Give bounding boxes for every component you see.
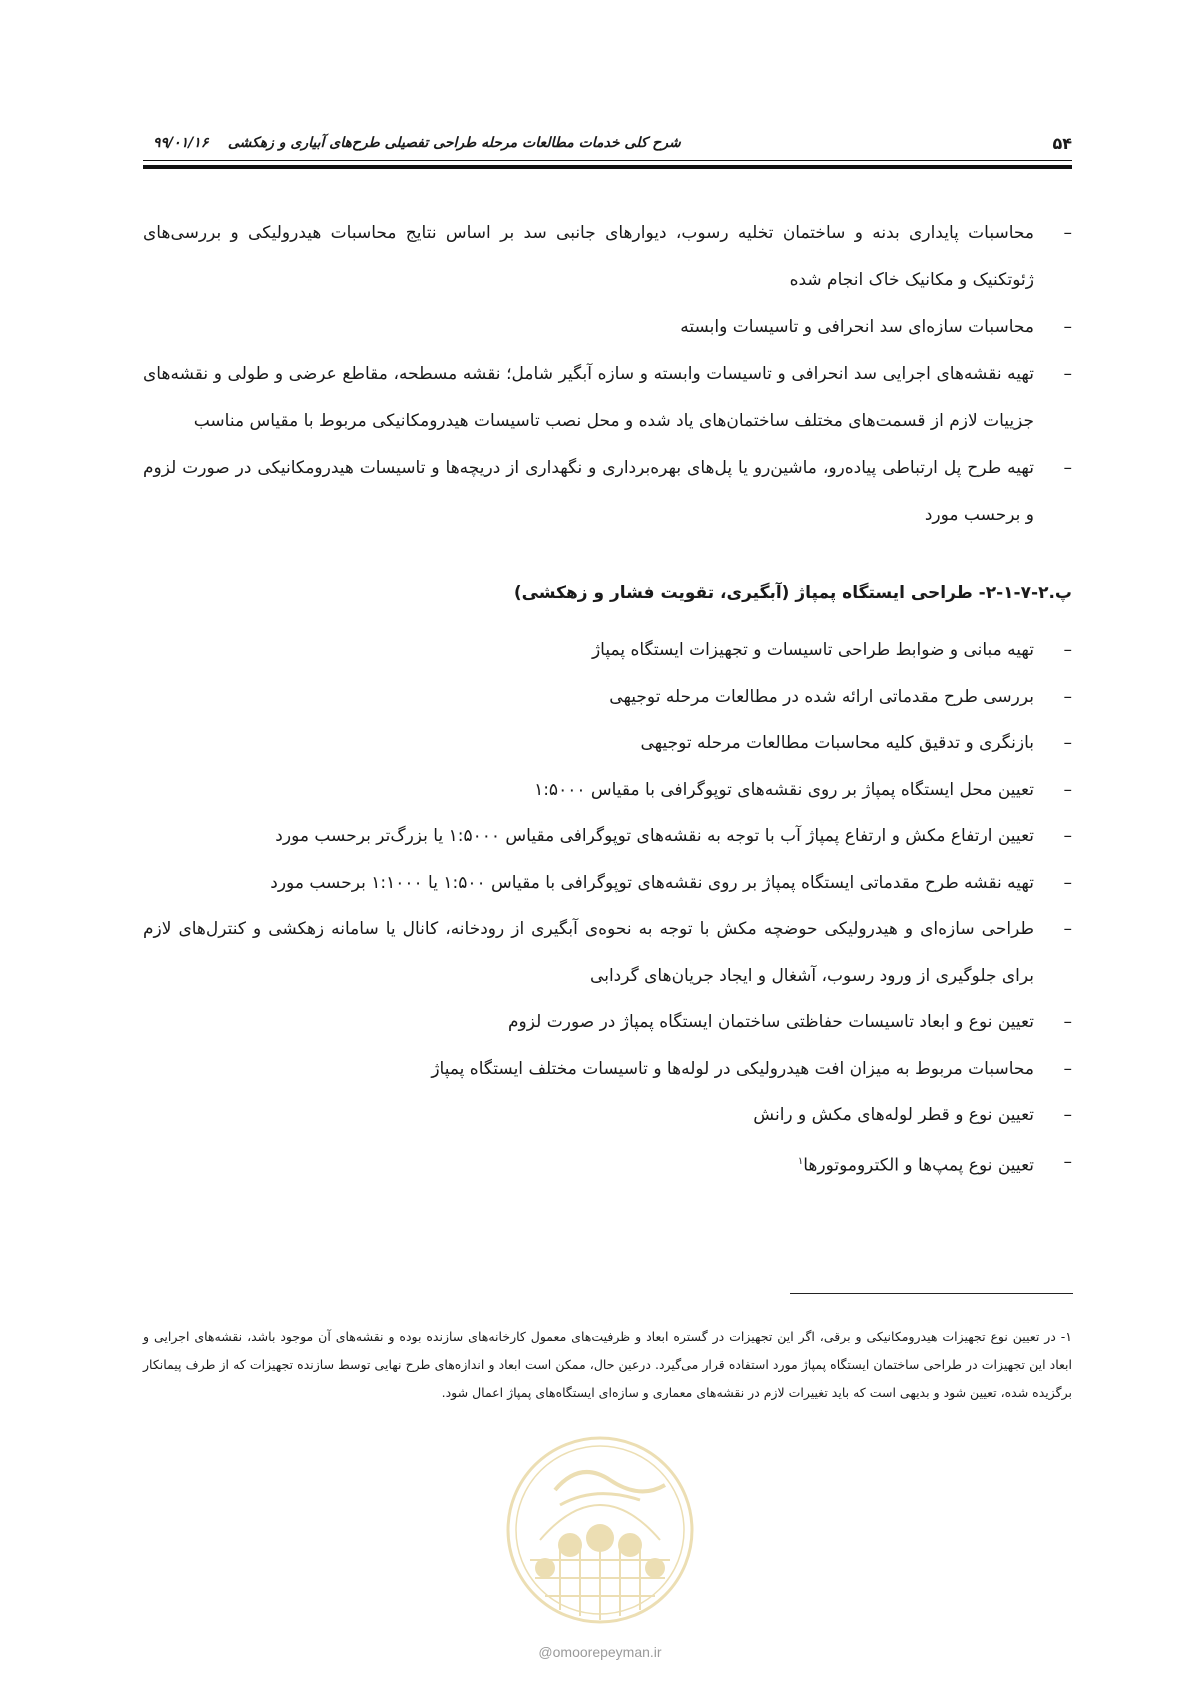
dash-bullet: – [1063,1012,1072,1032]
list-item-text: تعیین محل ایستگاه پمپاژ بر روی نقشه‌های توپوگرافی با مقیاس ۱:۵۰۰۰ [534,779,1034,800]
list-item [143,999,1072,1046]
footnote-marker[interactable]: ۱ [797,1155,804,1167]
list-item [143,906,1072,999]
header-date: ۹۹/۰۱/۱۶ [153,135,209,151]
list-item [143,627,1072,674]
section-heading: پ.۲-۷-۱-۲- طراحی ایستگاه پمپاژ (آبگیری، تقویت فشار و زهکشی) [513,583,1072,603]
list-item-text: تهیه نقشه طرح مقدماتی ایستگاه پمپاژ بر روی نقشه‌های توپوگرافی با مقیاس ۱:۵۰۰ یا ۱:۱۰۰۰ برحسب مورد [270,872,1034,893]
list-item [143,860,1072,907]
list-item [143,1046,1072,1093]
list-item [143,674,1072,721]
list-item-text: محاسبات سازه‌ای سد انحرافی و تاسیسات وابسته [680,317,1034,337]
list-dam-calculations [143,210,1072,539]
dash-bullet: – [1063,919,1072,939]
dash-bullet: – [1063,223,1072,243]
running-title [143,135,681,151]
dash-bullet: – [1063,872,1072,893]
dash-bullet: – [1063,733,1072,753]
footnote-rule [790,1293,1073,1294]
list-item-text: تعیین ارتفاع مکش و ارتفاع پمپاژ آب با توجه به نقشه‌های توپوگرافی مقیاس ۱:۵۰۰۰ یا بزرگ‌تر برحسب مورد [275,826,1034,846]
dash-bullet: – [1063,1105,1072,1125]
page-content [143,210,1072,1189]
dash-bullet: – [1063,686,1072,707]
list-item-text: تعیین نوع و قطر لوله‌های مکش و رانش [753,1105,1034,1125]
header-rule-thin [143,160,1072,161]
dash-bullet: – [1063,1151,1072,1172]
footnote-text: ۱- در تعیین نوع تجهیزات هیدرومکانیکی و برقی، اگر این تجهیزات در گستره ابعاد و ظرفیت‌های معمول کارخانه‌های سازنده بوده و نقشه‌های آن موجود باشد، نقشه‌های اجرایی و ابعاد این تجهیزات در طراحی ساختمان ایستگاه پمپاژ مورد استفاده قرار می‌گیرد. درعین حال، ممکن است ابعاد و اندازه‌های طرح نهایی توسط سازنده تجهیزات که از طرف پیمانکار برگزیده شده، تعیین شود و بدیهی است که باید تغییرات لازم در نقشه‌های معماری و سازه‌ای ایستگاه‌های پمپاژ اعمال شود. [143,1329,1072,1400]
list-item [143,813,1072,860]
list-item-text: بازنگری و تدقیق کلیه محاسبات مطالعات مرحله توجیهی [640,733,1034,753]
list-item-text: تهیه طرح پل ارتباطی پیاده‌رو، ماشین‌رو یا پل‌های بهره‌برداری و نگهداری از دریچه‌ها و تاسیسات هیدرومکانیکی در صورت لزوم و برحسب مورد [143,458,1034,525]
list-item [143,351,1072,445]
dash-bullet: – [1063,364,1072,384]
list-item-text: محاسبات پایداری بدنه و ساختمان تخلیه رسوب، دیوارهای جانبی سد بر اساس نتایج محاسبات هیدرولیکی و بررسی‌های ژئوتکنیک و مکانیک خاک انجام شده [143,223,1034,290]
list-item [143,210,1072,304]
list-item-text: بررسی طرح مقدماتی ارائه شده در مطالعات مرحله توجیهی [609,686,1034,707]
dash-bullet: – [1063,458,1072,478]
dash-bullet: – [1063,1058,1072,1079]
page-number: ۵۴ [1052,133,1072,153]
list-item-text: محاسبات مربوط به میزان افت هیدرولیکی در لوله‌ها و تاسیسات مختلف ایستگاه پمپاژ [431,1058,1034,1079]
watermark-logo-icon [500,1430,700,1630]
dash-bullet: – [1063,779,1072,800]
page-header [143,130,1072,156]
list-item [143,1139,1072,1189]
list-item-text: تهیه مبانی و ضوابط طراحی تاسیسات و تجهیزات ایستگاه پمپاژ [591,640,1034,660]
header-title: شرح کلی خدمات مطالعات مرحله طراحی تفصیلی طرح‌های آبیاری و زهکشی [227,135,681,151]
list-item-text: تعیین نوع پمپ‌ها و الکتروموتورها [803,1155,1034,1176]
watermark-caption: @omoorepeyman.ir [538,1644,662,1660]
header-rule-thick [143,165,1072,169]
list-pump-station [143,627,1072,1189]
dash-bullet: – [1063,317,1072,337]
list-item-text: تهیه نقشه‌های اجرایی سد انحرافی و تاسیسات وابسته و سازه آبگیر شامل؛ نقشه مسطحه، مقاطع عرضی و طولی و نقشه‌های جزییات لازم از قسمت‌های مختلف ساختمان‌های یاد شده و محل نصب تاسیسات هیدرومکانیکی مربوط با مقیاس مناسب [143,364,1034,431]
dash-bullet: – [1063,826,1072,846]
list-item-text: طراحی سازه‌ای و هیدرولیکی حوضچه مکش با توجه به نحوه‌ی آبگیری از رودخانه، کانال یا سامانه زهکشی و کنترل‌های لازم برای جلوگیری از ورود رسوب، آشغال و ایجاد جریان‌های گردابی [143,919,1034,986]
list-item [143,720,1072,767]
list-item [143,1092,1072,1139]
dash-bullet: – [1063,640,1072,660]
list-item [143,767,1072,814]
list-item [143,304,1072,351]
list-item [143,445,1072,539]
list-item-text: تعیین نوع و ابعاد تاسیسات حفاظتی ساختمان ایستگاه پمپاژ در صورت لزوم [508,1012,1034,1032]
